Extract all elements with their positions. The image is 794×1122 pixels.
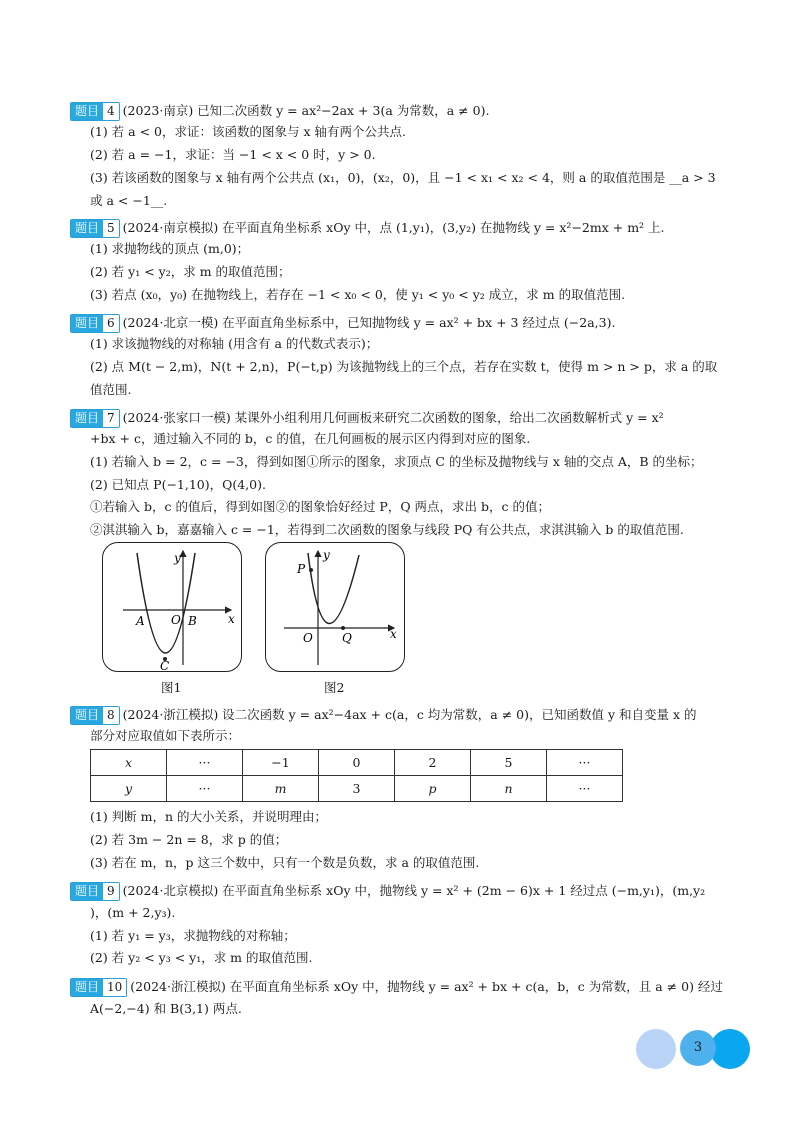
page-decor-circle-1 — [636, 1029, 676, 1069]
q5-part2: (2) 若 y₁ < y₂，求 m 的取值范围； — [90, 264, 291, 279]
parabola-2 — [308, 553, 359, 624]
figure-2-caption: 图2 — [324, 680, 345, 695]
q4-stem-line — [70, 102, 489, 121]
parabola-1 — [137, 553, 195, 653]
point-q-dot — [341, 626, 345, 630]
q8-stem-b: 部分对应取值如下表所示： — [90, 728, 241, 743]
table-cell: ··· — [167, 776, 243, 802]
q4-part3a: (3) 若该函数的图象与 x 轴有两个公共点 (x₁，0)，(x₂，0)，且 −1 < x₁ < x₂ < 4，则 a 的取值范围是 __a > 3 — [90, 170, 716, 185]
q4-part2: (2) 若 a = −1，求证：当 −1 < x < 0 时，y > 0. — [90, 147, 376, 162]
fig2-y-label: y — [323, 548, 330, 562]
point-p-dot — [309, 568, 313, 572]
q7-label: 题目 7 — [70, 409, 120, 428]
q4-part3b: 或 a < −1__. — [90, 193, 168, 208]
q8-label: 题目 8 — [70, 706, 120, 725]
q5-part1: (1) 求抛物线的顶点 (m,0)； — [90, 241, 250, 256]
q10-stem-a: (2024·浙江模拟) 在平面直角坐标系 xOy 中，抛物线 y = ax² + bx + c(a，b，c 为常数，且 a ≠ 0) 经过 — [130, 979, 723, 994]
q8-part2: (2) 若 3m − 2n = 8，求 p 的值； — [90, 832, 288, 847]
q6-part2a: (2) 点 M(t − 2,m)，N(t + 2,n)，P(−t,p) 为该抛物线上的三个点，若存在实数 t，使得 m > n > p，求 a 的取 — [90, 359, 718, 374]
fig2-p-label: P — [297, 562, 306, 576]
figure-1 — [102, 542, 242, 672]
q5-stem-line — [70, 219, 665, 238]
fig1-c-label: C — [160, 659, 170, 671]
table-cell: −1 — [243, 750, 319, 776]
table-cell: 3 — [319, 776, 395, 802]
fig2-x-label: x — [390, 627, 397, 641]
q9-part1: (1) 若 y₁ = y₃，求抛物线的对称轴； — [90, 928, 296, 943]
q5-part3: (3) 若点 (x₀，y₀) 在抛物线上，若存在 −1 < x₀ < 0，使 y₁ < y₀ < y₂ 成立，求 m 的取值范围. — [90, 287, 626, 302]
q10-label: 题目 10 — [70, 978, 127, 997]
page-decor-circle-2 — [710, 1029, 750, 1069]
q4-part1: (1) 若 a < 0，求证：该函数的图象与 x 轴有两个公共点. — [90, 124, 406, 139]
fig1-o-label: O — [171, 613, 181, 627]
q4-stem: (2023·南京) 已知二次函数 y = ax²−2ax + 3(a 为常数，a ≠ 0). — [122, 103, 490, 118]
q7-part2-i: ①若输入 b，c 的值后，得到如图②的图象恰好经过 P，Q 两点，求出 b，c 的值； — [90, 499, 551, 514]
q6-stem: (2024·北京一模) 在平面直角坐标系中，已知抛物线 y = ax² + bx + 3 经过点 (−2a,3). — [122, 315, 616, 330]
q8-part3: (3) 若在 m，n，p 这三个数中，只有一个数是负数，求 a 的取值范围. — [90, 855, 480, 870]
table-cell: 5 — [471, 750, 547, 776]
fig2-q-label: Q — [342, 631, 352, 645]
q7-part2: (2) 已知点 P(−1,10)，Q(4,0). — [90, 477, 266, 492]
figure-2 — [265, 542, 405, 672]
page-number: 3 — [680, 1030, 716, 1066]
q8-stem-a: (2024·浙江模拟) 设二次函数 y = ax²−4ax + c(a，c 均为常数，a ≠ 0)，已知函数值 y 和自变量 x 的 — [122, 707, 697, 722]
q6-stem-line — [70, 314, 615, 333]
figure-1-graph — [103, 543, 241, 671]
q7-stem-line — [70, 409, 664, 428]
table-cell: ··· — [167, 750, 243, 776]
q6-label: 题目 6 — [70, 314, 120, 333]
q5-stem: (2024·南京模拟) 在平面直角坐标系 xOy 中，点 (1,y₁)，(3,y₂) 在抛物线 y = x²−2mx + m² 上. — [122, 220, 665, 235]
q4-label: 题目 4 — [70, 102, 120, 121]
fig2-o-label: O — [303, 631, 313, 645]
q7-part1: (1) 若输入 b = 2，c = −3，得到如图①所示的图象，求顶点 C 的坐标及抛物线与 x 轴的交点 A，B 的坐标； — [90, 454, 703, 469]
fig1-x-label: x — [228, 612, 235, 626]
table-cell: ··· — [547, 750, 623, 776]
q10-stem-line — [70, 978, 723, 997]
q7-stem-a: (2024·张家口一模) 某课外小组利用几何画板来研究二次函数的图象，给出二次函数解析式 y = x² — [122, 410, 664, 425]
table-cell: x — [91, 750, 167, 776]
figure-1-caption: 图1 — [161, 680, 182, 695]
table-cell: 2 — [395, 750, 471, 776]
table-row-y — [91, 776, 623, 802]
q7-stem-b: +bx + c，通过输入不同的 b，c 的值，在几何画板的展示区内得到对应的图象. — [90, 431, 531, 446]
table-cell: m — [243, 776, 319, 802]
table-cell: n — [471, 776, 547, 802]
q10-stem-b: A(−2,−4) 和 B(3,1) 两点. — [90, 1001, 242, 1016]
q9-part2: (2) 若 y₂ < y₃ < y₁，求 m 的取值范围. — [90, 950, 313, 965]
table-cell: 0 — [319, 750, 395, 776]
q7-part2-ii: ②淇淇输入 b，嘉嘉输入 c = −1，若得到二次函数的图象与线段 PQ 有公共点，求淇淇输入 b 的取值范围. — [90, 522, 684, 537]
q9-stem-b: )，(m + 2,y₃). — [90, 905, 176, 920]
table-cell: ··· — [547, 776, 623, 802]
q9-stem-line — [70, 882, 705, 901]
table-cell: y — [91, 776, 167, 802]
q6-part2b: 值范围. — [90, 382, 132, 397]
fig1-b-label: B — [188, 614, 197, 628]
q6-part1: (1) 求该抛物线的对称轴 (用含有 a 的代数式表示)； — [90, 336, 379, 351]
q8-stem-line — [70, 706, 697, 725]
table-row-x — [91, 750, 623, 776]
q8-part1: (1) 判断 m，n 的大小关系，并说明理由； — [90, 809, 328, 824]
q9-stem-a: (2024·北京模拟) 在平面直角坐标系 xOy 中，抛物线 y = x² + (2m − 6)x + 1 经过点 (−m,y₁)，(m,y₂ — [122, 883, 706, 898]
fig1-y-label: y — [174, 551, 181, 565]
table-cell: p — [395, 776, 471, 802]
q5-label: 题目 5 — [70, 219, 120, 238]
q8-table — [90, 749, 623, 802]
figure-2-graph — [266, 543, 404, 671]
fig1-a-label: A — [136, 614, 145, 628]
q9-label: 题目 9 — [70, 882, 120, 901]
